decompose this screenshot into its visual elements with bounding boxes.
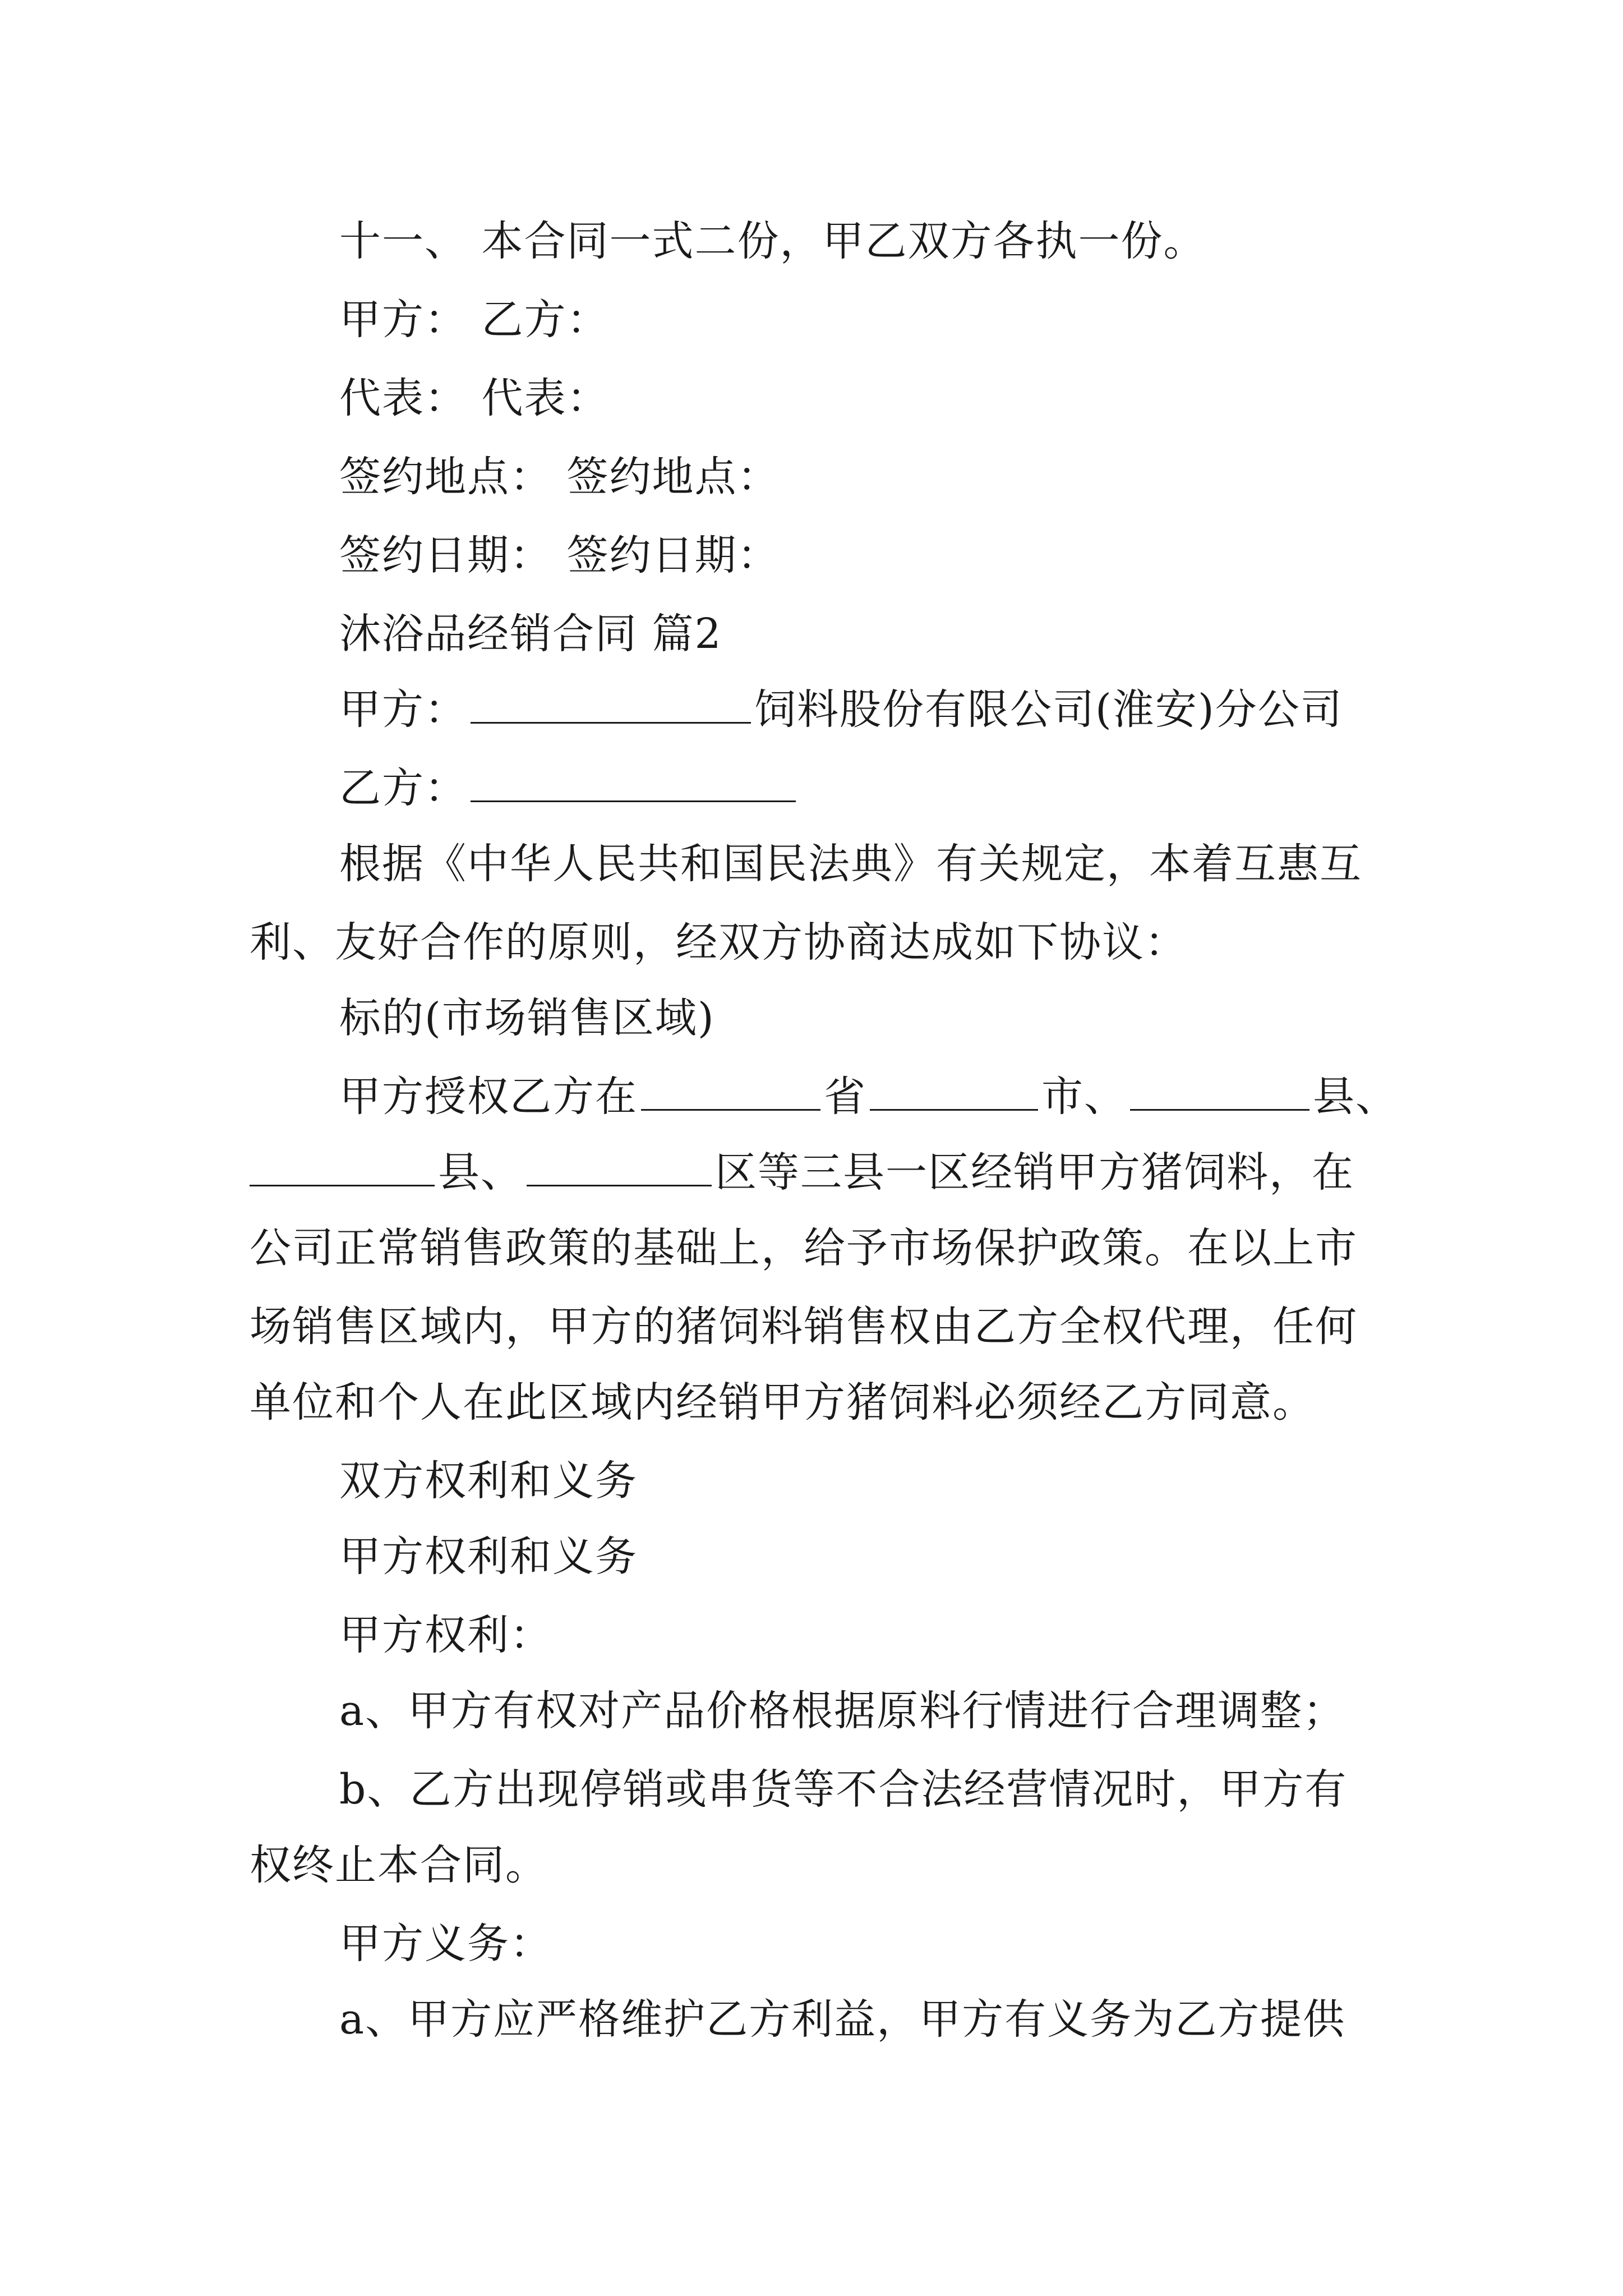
region-text-4: 场销售区域内，甲方的猪饲料销售权由乙方全权代理，任何 xyxy=(250,1303,1358,1351)
section-title-text: 沐浴品经销合同 篇2 xyxy=(339,610,722,658)
subject-heading xyxy=(339,993,715,1043)
region-text-province: 省 xyxy=(824,1073,866,1121)
right-b-item-line-2 xyxy=(250,1840,548,1890)
party-line-text: 甲方： 乙方： xyxy=(339,296,610,344)
party-a-blank xyxy=(471,687,751,724)
party-a-label: 甲方： xyxy=(339,685,467,734)
rights-heading-text: 双方权利和义务 xyxy=(339,1457,638,1505)
party-b-label: 乙方： xyxy=(339,764,467,812)
party-a-company: 饲料股份有限公司(淮安)分公司 xyxy=(754,685,1343,734)
clause-eleven-text: 十一、 本合同一式二份，甲乙双方各执一份。 xyxy=(339,217,1206,265)
region-line-5 xyxy=(250,1377,1315,1428)
party-a-rights-heading xyxy=(339,1531,638,1582)
right-a-item xyxy=(339,1686,1345,1736)
party-a-obligations-label-text: 甲方义务： xyxy=(339,1920,552,1968)
rights-heading xyxy=(339,1456,638,1506)
clause-eleven xyxy=(339,216,1206,266)
party-a-rights-label xyxy=(339,1610,552,1660)
party-b-line xyxy=(339,763,799,813)
region-text-county: 县、 xyxy=(1313,1073,1398,1121)
region-text-3: 公司正常销售政策的基础上，给予市场保护政策。在以上市 xyxy=(250,1224,1358,1272)
party-a-obligations-label xyxy=(339,1918,552,1969)
party-b-blank xyxy=(471,766,796,802)
region-line-3 xyxy=(250,1223,1358,1273)
signing-date-text: 签约日期： 签约日期： xyxy=(339,531,780,579)
party-a-rights-label-text: 甲方权利： xyxy=(339,1611,552,1659)
section-title xyxy=(339,609,722,659)
right-b-text-1: b、乙方出现停销或串货等不合法经营情况时，甲方有 xyxy=(339,1765,1348,1814)
region-line-1 xyxy=(339,1071,1398,1122)
region-text-county-2: 县、 xyxy=(438,1148,523,1197)
obligation-a-text: a、甲方应严格维护乙方利益，甲方有义务为乙方提供 xyxy=(339,1995,1346,2044)
region-line-4 xyxy=(250,1301,1358,1352)
party-a-rights-heading-text: 甲方权利和义务 xyxy=(339,1533,638,1581)
region-text-city: 市、 xyxy=(1041,1073,1127,1121)
right-a-text: a、甲方有权对产品价格根据原料行情进行合理调整； xyxy=(339,1687,1346,1735)
right-b-text-2: 权终止本合同。 xyxy=(250,1841,548,1889)
region-text-district: 区等三县一区经销甲方猪饲料，在 xyxy=(715,1148,1354,1197)
preamble-line-2 xyxy=(250,917,1187,968)
preamble-text-2: 利、友好合作的原则，经双方协商达成如下协议： xyxy=(250,918,1187,967)
district-blank xyxy=(527,1150,712,1186)
county-blank-2 xyxy=(250,1150,435,1186)
city-blank xyxy=(870,1074,1038,1111)
county-blank-1 xyxy=(1130,1074,1310,1111)
obligation-a-item xyxy=(339,1994,1345,2045)
right-b-item-line-1 xyxy=(339,1764,1347,1815)
party-a-line xyxy=(339,684,1343,735)
representative-line xyxy=(339,373,610,424)
signing-place-text: 签约地点： 签约地点： xyxy=(339,453,780,501)
subject-heading-text: 标的(市场销售区域) xyxy=(339,994,715,1042)
region-line-2 xyxy=(250,1147,1354,1198)
signing-date-line xyxy=(339,530,780,581)
preamble-line-1 xyxy=(339,839,1362,889)
party-line xyxy=(339,295,610,345)
region-text-5: 单位和个人在此区域内经销甲方猪饲料必须经乙方同意。 xyxy=(250,1378,1315,1427)
province-blank xyxy=(641,1074,820,1111)
preamble-text-1: 根据《中华人民共和国民法典》有关规定，本着互惠互 xyxy=(339,840,1362,888)
representative-line-text: 代表： 代表： xyxy=(339,374,610,422)
region-text-a: 甲方授权乙方在 xyxy=(339,1073,638,1121)
signing-place-line xyxy=(339,452,780,502)
